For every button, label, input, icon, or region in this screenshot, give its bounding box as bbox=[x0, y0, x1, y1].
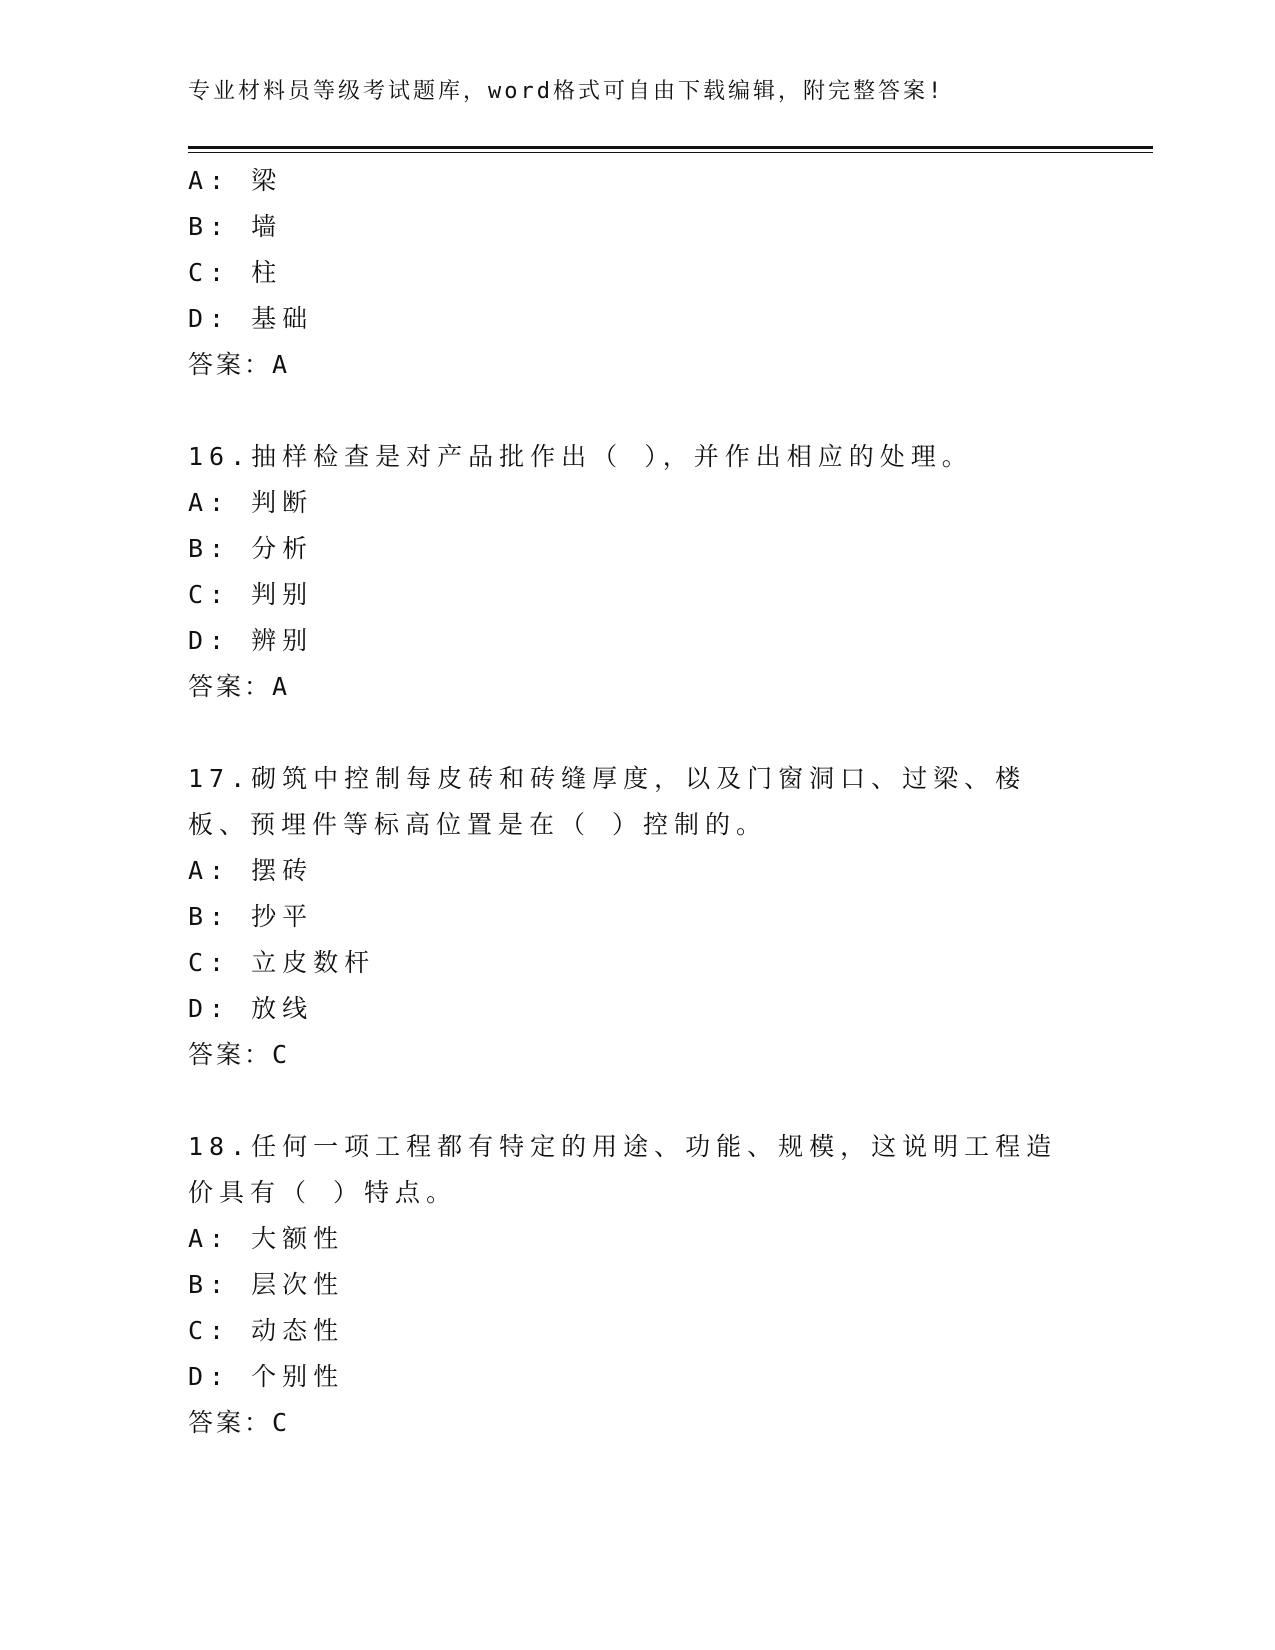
question-list bbox=[188, 158, 1088, 1446]
question-16 bbox=[188, 434, 1088, 710]
option-b: B: 层次性 bbox=[188, 1270, 345, 1299]
option-b: B: 分析 bbox=[188, 534, 314, 563]
option-c: C: 判别 bbox=[188, 580, 314, 609]
option-c: C: 柱 bbox=[188, 258, 283, 287]
answer: 答案：A bbox=[188, 672, 291, 701]
option-a: A: 大额性 bbox=[188, 1224, 345, 1253]
answer: 答案：C bbox=[188, 1040, 291, 1069]
option-d: D: 个别性 bbox=[188, 1362, 345, 1391]
question-text: 16.抽样检查是对产品批作出（ ），并作出相应的处理。 bbox=[188, 442, 973, 471]
option-c: C: 立皮数杆 bbox=[188, 948, 376, 977]
page-header: 专业材料员等级考试题库，word格式可自由下载编辑，附完整答案! bbox=[188, 79, 945, 104]
option-b: B: 墙 bbox=[188, 212, 283, 241]
question-18 bbox=[188, 1124, 1088, 1446]
question-text: 18.任何一项工程都有特定的用途、功能、规模，这说明工程造价具有（ ）特点。 bbox=[188, 1132, 1058, 1207]
option-b: B: 抄平 bbox=[188, 902, 314, 931]
option-a: A: 判断 bbox=[188, 488, 314, 517]
header-rule-thin bbox=[188, 152, 1153, 153]
header-rule-thick bbox=[188, 146, 1153, 149]
option-a: A: 摆砖 bbox=[188, 856, 314, 885]
option-d: D: 辨别 bbox=[188, 626, 314, 655]
question-text: 17.砌筑中控制每皮砖和砖缝厚度，以及门窗洞口、过梁、楼板、预埋件等标高位置是在（ ）控制的。 bbox=[188, 764, 1027, 839]
option-d: D: 基础 bbox=[188, 304, 314, 333]
option-d: D: 放线 bbox=[188, 994, 314, 1023]
answer: 答案：C bbox=[188, 1408, 291, 1437]
question-17 bbox=[188, 756, 1088, 1078]
answer: 答案：A bbox=[188, 350, 291, 379]
question-15-continuation bbox=[188, 158, 1088, 388]
option-a: A: 梁 bbox=[188, 166, 283, 195]
option-c: C: 动态性 bbox=[188, 1316, 345, 1345]
